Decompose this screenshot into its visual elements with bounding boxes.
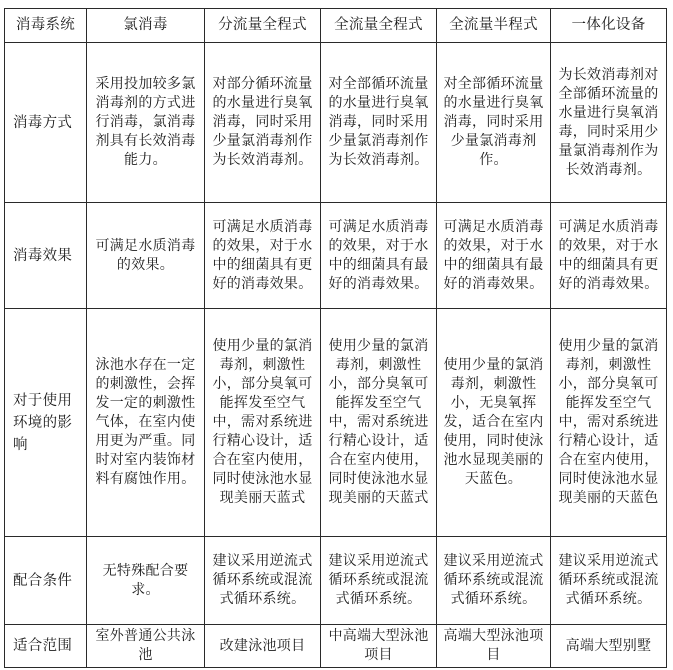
table-cell: 可满足水质消毒的效果，对于水中的细菌具有最好的消毒效果。 [321,203,437,309]
table-cell: 改建泳池项目 [205,625,321,668]
disinfection-comparison-table [4,8,667,668]
table-header-row [5,9,667,43]
table-cell: 使用少量的氯消毒剂，刺激性小，部分臭氧可能挥发至空气中，需对系统进行精心设计，适合在室内使用，同时使泳池水显现美丽的天蓝式 [321,309,437,537]
comparison-table-page [4,8,666,664]
table-cell: 可满足水质消毒的效果，对于水中的细菌具有更好的消毒效果。 [205,203,321,309]
header-disinfection-system: 消毒系统 [5,9,87,43]
table-cell: 可满足水质消毒的效果，对于水中的细菌具有最好的消毒效果。 [437,203,551,309]
table-row-conditions [5,537,667,625]
row-label-conditions: 配合条件 [5,537,87,625]
table-cell: 高端大型别墅 [551,625,667,668]
table-cell: 可满足水质消毒的效果，对于水中的细菌具有更好的消毒效果。 [551,203,667,309]
table-cell: 使用少量的氯消毒剂，刺激性小，无臭氧挥发，适合在室内使用，同时使泳池水显现美丽的天蓝色。 [437,309,551,537]
table-row-scope [5,625,667,668]
table-cell: 对全部循环流量的水量进行臭氧消毒，同时采用少量氯消毒剂作为长效消毒剂。 [321,43,437,203]
table-cell: 建议采用逆流式循环系统或混流式循环系统。 [321,537,437,625]
row-label-method: 消毒方式 [5,43,87,203]
table-cell: 建议采用逆流式循环系统或混流式循环系统。 [437,537,551,625]
table-cell: 采用投加较多氯消毒剂的方式进行消毒，氯消毒剂具有长效消毒能力。 [87,43,205,203]
table-cell: 无特殊配合要求。 [87,537,205,625]
table-cell: 使用少量的氯消毒剂，刺激性小，部分臭氧可能挥发至空气中，需对系统进行精心设计，适合在室内使用，同时使泳池水显现美丽的天蓝色 [551,309,667,537]
table-cell: 使用少量的氯消毒剂，刺激性小，部分臭氧可能挥发至空气中，需对系统进行精心设计，适合在室内使用，同时使泳池水显现美丽天蓝式 [205,309,321,537]
header-integrated-device: 一体化设备 [551,9,667,43]
table-cell: 室外普通公共泳池 [87,625,205,668]
table-row-effect [5,203,667,309]
table-row-environment [5,309,667,537]
table-cell: 对部分循环流量的水量进行臭氧消毒，同时采用少量氯消毒剂作为长效消毒剂。 [205,43,321,203]
table-cell: 可满足水质消毒的效果。 [87,203,205,309]
table-cell: 建议采用逆流式循环系统或混流式循环系统。 [551,537,667,625]
header-full-flow-half: 全流量半程式 [437,9,551,43]
table-cell: 对全部循环流量的水量进行臭氧消毒，同时采用少量氯消毒剂作。 [437,43,551,203]
header-split-flow-full: 分流量全程式 [205,9,321,43]
table-row-method [5,43,667,203]
table-cell: 中高端大型泳池项目 [321,625,437,668]
row-label-scope: 适合范围 [5,625,87,668]
table-cell: 为长效消毒剂对全部循环流量的水量进行臭氧消毒，同时采用少量氯消毒剂作为长效消毒剂。 [551,43,667,203]
table-cell: 泳池水存在一定的刺激性，会挥发一定的刺激性气体，在室内使用更为严重。同时对室内装饰材料有腐蚀作用。 [87,309,205,537]
row-label-environment: 对于使用环境的影响 [5,309,87,537]
header-chlorine: 氯消毒 [87,9,205,43]
header-full-flow-full: 全流量全程式 [321,9,437,43]
table-cell: 建议采用逆流式循环系统或混流式循环系统。 [205,537,321,625]
row-label-effect: 消毒效果 [5,203,87,309]
table-cell: 高端大型泳池项目 [437,625,551,668]
